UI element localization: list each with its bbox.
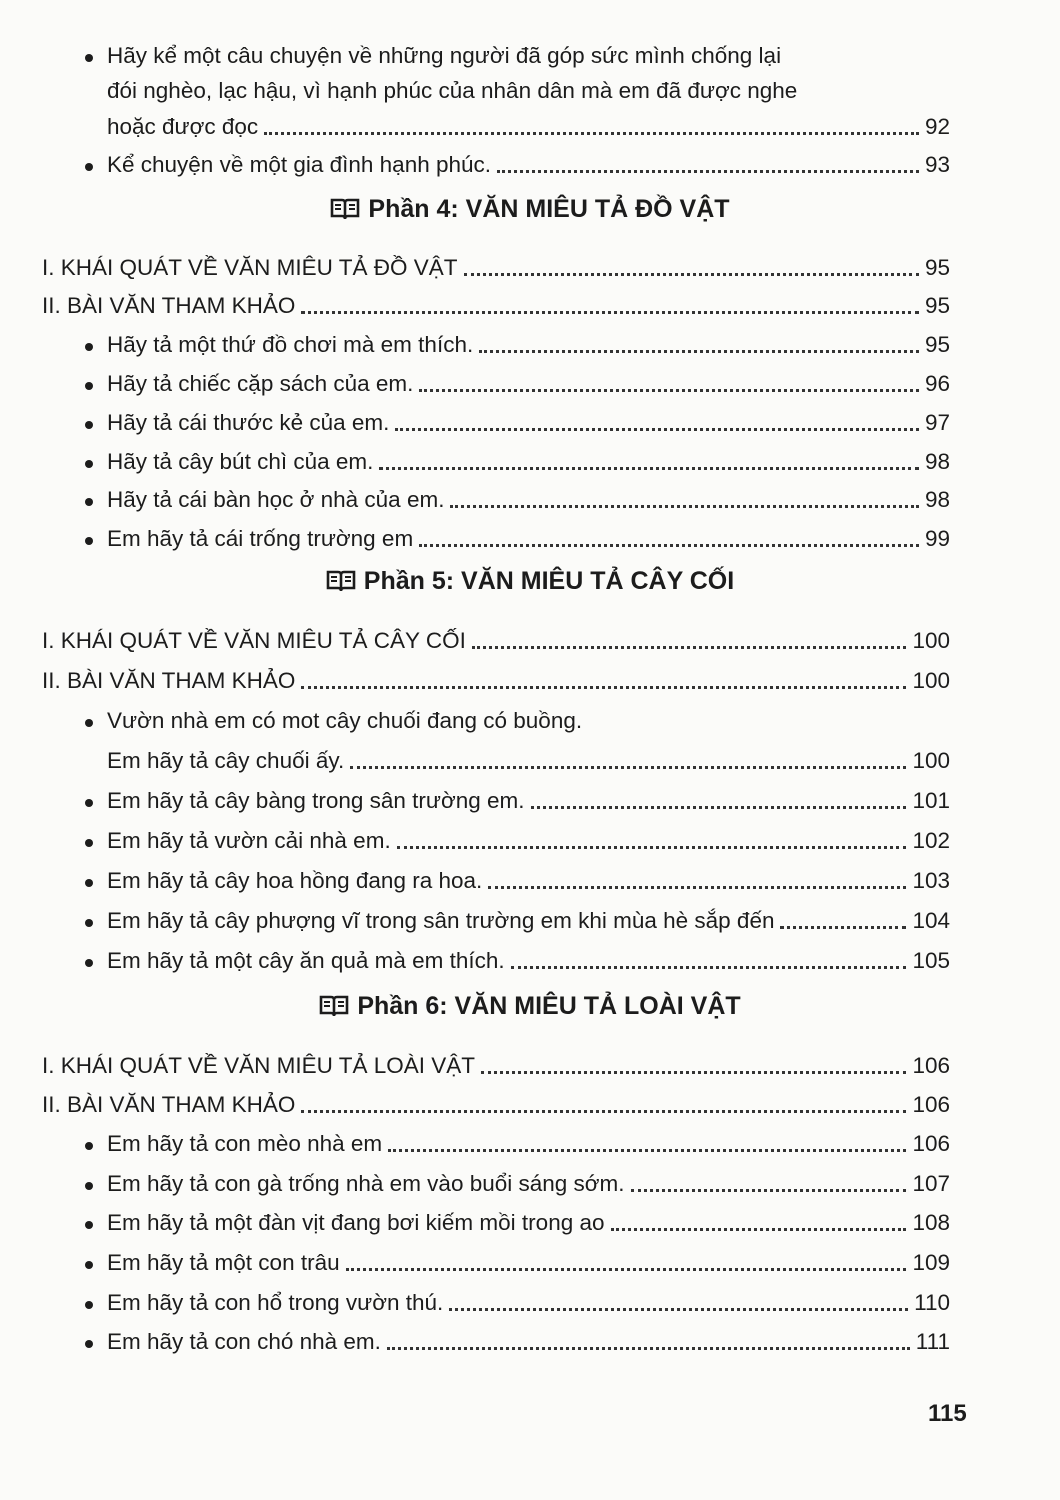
entry-title: I. KHÁI QUÁT VỀ VĂN MIÊU TẢ LOÀI VẬT xyxy=(42,1053,476,1078)
toc-entry[interactable] xyxy=(0,819,1060,855)
bullet-icon xyxy=(85,343,93,351)
entry-title: II. BÀI VĂN THAM KHẢO xyxy=(42,1092,296,1117)
toc-entry[interactable] xyxy=(0,284,1060,320)
book-icon xyxy=(326,567,364,595)
dot-leader xyxy=(346,1268,907,1271)
toc-entry[interactable] xyxy=(0,246,1060,282)
bullet-icon xyxy=(85,1182,93,1190)
entry-page: 107 xyxy=(912,1171,950,1196)
entry-title: hoặc được đọc xyxy=(107,114,259,139)
dot-leader xyxy=(419,389,919,392)
entry-page: 99 xyxy=(924,526,950,551)
toc-entry[interactable] xyxy=(0,739,1060,775)
toc-entry[interactable] xyxy=(0,105,1060,141)
toc-entry-line xyxy=(0,34,1060,70)
toc-entry[interactable] xyxy=(0,1122,1060,1158)
toc-entry[interactable] xyxy=(0,362,1060,398)
toc-entry[interactable] xyxy=(0,1241,1060,1277)
toc-entry[interactable] xyxy=(0,1320,1060,1356)
heading-text: Phần 4: VĂN MIÊU TẢ ĐỒ VẬT xyxy=(368,195,730,223)
entry-title: Hãy tả cây bút chì của em. xyxy=(107,449,374,474)
bullet-icon xyxy=(85,719,93,727)
toc-entry[interactable] xyxy=(0,517,1060,553)
bullet-icon xyxy=(85,421,93,429)
entry-title: Em hãy tả con gà trống nhà em vào buổi sáng sớm. xyxy=(107,1171,625,1196)
toc-entry[interactable] xyxy=(0,143,1060,179)
toc-entry[interactable] xyxy=(0,323,1060,359)
entry-title: Hãy tả cái bàn học ở nhà của em. xyxy=(107,487,445,512)
bullet-icon xyxy=(85,1301,93,1309)
entry-title: Vườn nhà em có mot cây chuối đang có buồng. xyxy=(107,708,583,733)
entry-page: 95 xyxy=(924,332,950,357)
entry-page: 106 xyxy=(912,1092,950,1117)
entry-title: Em hãy tả cây phượng vĩ trong sân trường em khi mùa hè sắp đến xyxy=(107,908,775,933)
dot-leader xyxy=(301,686,906,689)
dot-leader xyxy=(780,926,906,929)
entry-title: II. BÀI VĂN THAM KHẢO xyxy=(42,293,296,318)
dot-leader xyxy=(449,1308,908,1311)
dot-leader xyxy=(472,646,907,649)
dot-leader xyxy=(611,1228,907,1231)
entry-page: 110 xyxy=(914,1290,950,1315)
entry-page: 98 xyxy=(924,449,950,474)
dot-leader xyxy=(479,350,919,353)
bullet-icon xyxy=(85,1340,93,1348)
entry-title: Em hãy tả cái trống trường em xyxy=(107,526,414,551)
entry-page: 100 xyxy=(912,748,950,773)
toc-entry[interactable] xyxy=(0,859,1060,895)
entry-title: Hãy tả một thứ đồ chơi mà em thích. xyxy=(107,332,474,357)
book-icon xyxy=(319,992,357,1020)
dot-leader xyxy=(388,1149,906,1152)
heading-text: Phần 6: VĂN MIÊU TẢ LOÀI VẬT xyxy=(357,992,741,1020)
entry-title: Em hãy tả một cây ăn quả mà em thích. xyxy=(107,948,505,973)
dot-leader xyxy=(350,766,906,769)
section-heading xyxy=(0,991,1060,1021)
toc-entry[interactable] xyxy=(0,619,1060,655)
entry-title: Em hãy tả cây bàng trong sân trường em. xyxy=(107,788,525,813)
dot-leader xyxy=(397,846,907,849)
toc-entry[interactable] xyxy=(0,401,1060,437)
toc-entry[interactable] xyxy=(0,440,1060,476)
entry-title: Em hãy tả con mèo nhà em xyxy=(107,1131,383,1156)
dot-leader xyxy=(464,273,919,276)
bullet-icon xyxy=(85,1261,93,1269)
entry-title: Hãy tả cái thước kẻ của em. xyxy=(107,410,390,435)
toc-entry[interactable] xyxy=(0,899,1060,935)
entry-page: 98 xyxy=(924,487,950,512)
bullet-icon xyxy=(85,1142,93,1150)
toc-entry[interactable] xyxy=(0,1083,1060,1119)
toc-entry[interactable] xyxy=(0,1044,1060,1080)
entry-page: 103 xyxy=(912,868,950,893)
bullet-icon xyxy=(85,382,93,390)
toc-entry-line xyxy=(0,69,1060,105)
dot-leader xyxy=(497,170,919,173)
toc-entry[interactable] xyxy=(0,939,1060,975)
entry-page: 104 xyxy=(912,908,950,933)
dot-leader xyxy=(531,806,907,809)
toc-entry[interactable] xyxy=(0,1201,1060,1237)
bullet-icon xyxy=(85,1221,93,1229)
entry-title: Hãy kể một câu chuyện về những người đã góp sức mình chống lại xyxy=(107,43,782,68)
entry-page: 96 xyxy=(924,371,950,396)
dot-leader xyxy=(481,1071,906,1074)
entry-title: đói nghèo, lạc hậu, vì hạnh phúc của nhân dân mà em đã được nghe xyxy=(107,78,798,103)
entry-title: I. KHÁI QUÁT VỀ VĂN MIÊU TẢ CÂY CỐI xyxy=(42,628,466,653)
entry-title: Em hãy tả con hổ trong vườn thú. xyxy=(107,1290,444,1315)
entry-page: 108 xyxy=(912,1210,950,1235)
bullet-icon xyxy=(85,919,93,927)
toc-entry[interactable] xyxy=(0,779,1060,815)
entry-page: 101 xyxy=(912,788,950,813)
dot-leader xyxy=(419,544,919,547)
bullet-icon xyxy=(85,839,93,847)
dot-leader xyxy=(511,966,907,969)
page-number: 115 xyxy=(928,1400,967,1427)
entry-title: Kể chuyện về một gia đình hạnh phúc. xyxy=(107,152,492,177)
entry-page: 109 xyxy=(912,1250,950,1275)
entry-title: I. KHÁI QUÁT VỀ VĂN MIÊU TẢ ĐỒ VẬT xyxy=(42,255,458,280)
dot-leader xyxy=(395,428,919,431)
dot-leader xyxy=(379,467,919,470)
toc-entry-line xyxy=(0,699,1060,735)
entry-page: 93 xyxy=(924,152,950,177)
bullet-icon xyxy=(85,163,93,171)
entry-page: 100 xyxy=(912,668,950,693)
dot-leader xyxy=(387,1347,910,1350)
bullet-icon xyxy=(85,460,93,468)
entry-title: II. BÀI VĂN THAM KHẢO xyxy=(42,668,296,693)
entry-page: 100 xyxy=(912,628,950,653)
bullet-icon xyxy=(85,537,93,545)
entry-title: Hãy tả chiếc cặp sách của em. xyxy=(107,371,414,396)
entry-page: 106 xyxy=(912,1131,950,1156)
dot-leader xyxy=(631,1189,907,1192)
toc-entry[interactable] xyxy=(0,659,1060,695)
entry-page: 97 xyxy=(924,410,950,435)
toc-entry[interactable] xyxy=(0,1162,1060,1198)
section-heading xyxy=(0,566,1060,596)
section-heading xyxy=(0,194,1060,224)
bullet-icon xyxy=(85,498,93,506)
heading-text: Phần 5: VĂN MIÊU TẢ CÂY CỐI xyxy=(363,567,735,595)
entry-title: Em hãy tả một đàn vịt đang bơi kiếm mồi trong ao xyxy=(107,1210,605,1235)
bullet-icon xyxy=(85,879,93,887)
entry-page: 95 xyxy=(924,255,950,280)
toc-entry[interactable] xyxy=(0,478,1060,514)
entry-page: 95 xyxy=(924,293,950,318)
dot-leader xyxy=(301,311,919,314)
dot-leader xyxy=(301,1110,906,1113)
entry-page: 111 xyxy=(915,1329,950,1354)
entry-page: 105 xyxy=(912,948,950,973)
bullet-icon xyxy=(85,54,93,62)
entry-title: Em hãy tả cây chuối ấy. xyxy=(107,748,345,773)
dot-leader xyxy=(450,505,919,508)
bullet-icon xyxy=(85,959,93,967)
book-icon xyxy=(330,195,368,223)
dot-leader xyxy=(264,132,919,135)
entry-page: 102 xyxy=(912,828,950,853)
entry-title: Em hãy tả con chó nhà em. xyxy=(107,1329,381,1354)
entry-title: Em hãy tả vườn cải nhà em. xyxy=(107,828,391,853)
dot-leader xyxy=(488,886,906,889)
entry-title: Em hãy tả cây hoa hồng đang ra hoa. xyxy=(107,868,483,893)
entry-title: Em hãy tả một con trâu xyxy=(107,1250,340,1275)
entry-page: 106 xyxy=(912,1053,950,1078)
entry-page: 92 xyxy=(924,114,950,139)
toc-entry[interactable] xyxy=(0,1281,1060,1317)
bullet-icon xyxy=(85,799,93,807)
